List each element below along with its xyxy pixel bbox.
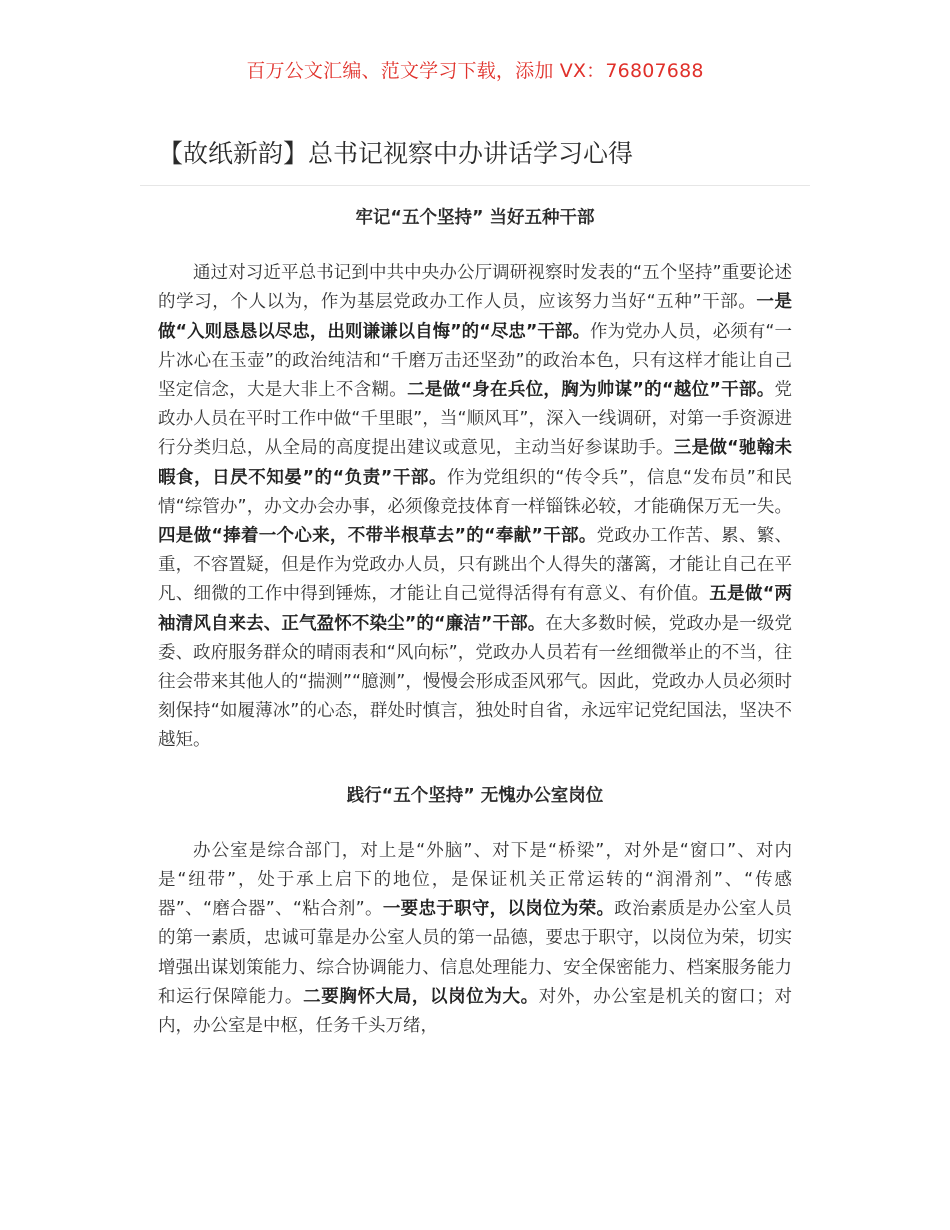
text-run: 党政办人员在平时工作中做“千里眼”，当“顺风耳”，深入一线调研，对第一手资源进行分类归总，从全局的高度提出建议或意见，主动当好参谋助手。 <box>158 380 792 459</box>
title-divider <box>140 185 810 186</box>
text-run: 通过对习近平总书记到中共中央办公厅调研视察时发表的“五个坚持”重要论述的学习，个人以为，作为基层党政办工作人员，应该努力当好“五种”干部。 <box>158 263 792 313</box>
bold-run: 二是做“身在兵位，胸为帅谋”的“越位”干部。 <box>407 380 775 401</box>
text-run: 作为党组织的“传令兵”，信息“发布员”和民情“综管办”，办文办会办事，必须像竞技体育一样锱铢必较，才能确保万无一失。 <box>158 467 792 517</box>
bold-run: 二要胸怀大局，以岗位为大。 <box>303 986 539 1007</box>
bold-run: 三是做“驰翰未暇食，日昃不知晏”的“负责”干部。 <box>158 438 792 488</box>
section-2-paragraph <box>158 837 792 1041</box>
bold-run: 一是做“入则恳恳以尽忠，出则谦谦以自悔”的“尽忠”干部。 <box>158 292 793 342</box>
text-run: 政治素质是办公室人员的第一素质，忠诚可靠是办公室人员的第一品德，要忠于职守，以岗位为荣，切实增强出谋划策能力、综合协调能力、信息处理能力、安全保密能力、档案服务能力和运行保障能力。 <box>158 899 792 1007</box>
section-heading-2: 践行“五个坚持” 无愧办公室岗位 <box>346 785 604 806</box>
text-run: 在大多数时候，党政办是一级党委、政府服务群众的晴雨表和“风向标”，党政办人员若有一丝细微举止的不当，往往会带来其他人的“揣测”“臆测”，慢慢会形成歪风邪气。因此，党政办人员必须时刻保持“如履薄冰”的心态，群处时慎言，独处时自省，永远牢记党纪国法，坚决不越矩。 <box>158 613 792 751</box>
article-body <box>158 204 792 1041</box>
section-heading-1: 牢记“五个坚持” 当好五种干部 <box>355 208 595 228</box>
text-run: 作为党办人员，必须有“一片冰心在玉壶”的政治纯洁和“千磨万击还坚劲”的政治本色，只有这样才能让自己坚定信念，大是大非上不含糊。 <box>158 321 792 401</box>
watermark-banner: 百万公文汇编、范文学习下载，添加 VX：76807688 <box>246 60 704 82</box>
bold-run: 一要忠于职守，以岗位为荣。 <box>382 899 615 920</box>
section-1-paragraph <box>158 259 792 755</box>
bold-run: 五是做“两袖清风自来去、正气盈怀不染尘”的“廉洁”干部。 <box>158 584 792 634</box>
text-run: 办公室是综合部门，对上是“外脑”、对下是“桥梁”，对外是“窗口”、对内是“纽带”，处于承上启下的地位，是保证机关正常运转的“润滑剂”、“传感器”、“磨合器”、“粘合剂”。 <box>158 840 792 920</box>
text-run: 对外，办公室是机关的窗口；对内，办公室是中枢，任务千头万绪， <box>158 986 793 1037</box>
text-run: 党政办工作苦、累、繁、重，不容置疑，但是作为党政办人员，只有跳出个人得失的藩篱，才能让自己在平凡、细微的工作中得到锤炼，才能让自己觉得活得有有意义、有价值。 <box>158 526 792 605</box>
bold-run: 四是做“捧着一个心来，不带半根草去”的“奉献”干部。 <box>158 526 597 547</box>
page-title: 【故纸新韵】总书记视察中办讲话学习心得 <box>158 139 634 168</box>
